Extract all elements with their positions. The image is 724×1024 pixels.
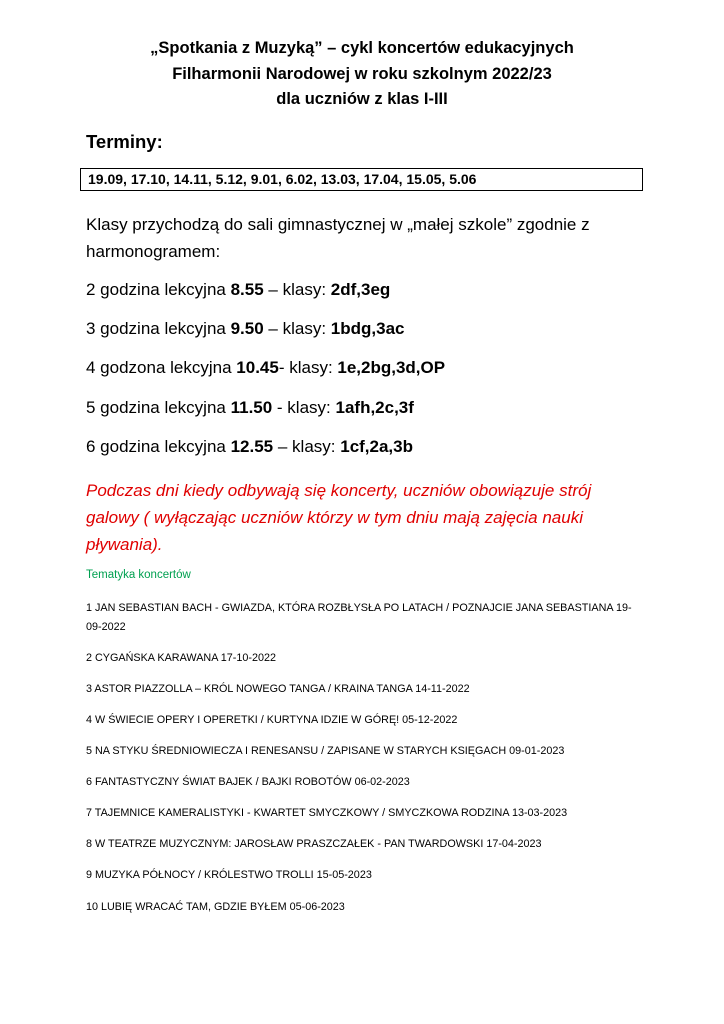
intro-paragraph: Klasy przychodzą do sali gimnastycznej w „małej szkole” zgodnie z harmonogramem:: [86, 215, 590, 261]
topic-item: 7 TAJEMNICE KAMERALISTYKI - KWARTET SMYCZKOWY / SMYCZKOWA RODZINA 13-03-2023: [86, 807, 568, 819]
schedule-time: 8.55: [230, 280, 264, 299]
schedule-row: [86, 398, 414, 418]
schedule-classes: 1bdg,3ac: [330, 319, 405, 338]
topic-item: 2 CYGAŃSKA KARAWANA 17-10-2022: [86, 652, 277, 664]
topic-item: 6 FANTASTYCZNY ŚWIAT BAJEK / BAJKI ROBOTÓW 06-02-2023: [86, 776, 410, 788]
schedule-row: [86, 358, 445, 378]
topic-item: 8 W TEATRZE MUZYCZNYM: JAROSŁAW PRASZCZAŁEK - PAN TWARDOWSKI 17-04-2023: [86, 838, 542, 850]
schedule-classes: 1e,2bg,3d,OP: [337, 358, 446, 377]
schedule-prefix: 5 godzina lekcyjna: [86, 398, 231, 417]
dates-box: [80, 168, 643, 191]
schedule-time: 10.45: [236, 358, 279, 377]
title-line-3: dla uczniów z klas I-III: [276, 90, 448, 108]
schedule-prefix: 4 godzona lekcyjna: [86, 358, 237, 377]
schedule-prefix: 3 godzina lekcyjna: [86, 319, 231, 338]
dates-heading: Terminy:: [86, 131, 163, 152]
topic-item: 5 NA STYKU ŚREDNIOWIECZA I RENESANSU / ZAPISANE W STARYCH KSIĘGACH 09-01-2023: [86, 745, 565, 757]
schedule-separator: – klasy:: [263, 280, 331, 299]
concert-dates: 19.09, 17.10, 14.11, 5.12, 9.01, 6.02, 13.03, 17.04, 15.05, 5.06: [88, 171, 477, 187]
schedule-separator: - klasy:: [272, 398, 336, 417]
schedule-classes: 1afh,2c,3f: [335, 398, 414, 417]
schedule-separator: - klasy:: [278, 358, 338, 377]
schedule-classes: 2df,3eg: [330, 280, 391, 299]
schedule-time: 9.50: [230, 319, 264, 338]
schedule-time: 11.50: [230, 398, 273, 417]
topic-item: 10 LUBIĘ WRACAĆ TAM, GDZIE BYŁEM 05-06-2023: [86, 901, 345, 913]
schedule-separator: – klasy:: [273, 437, 341, 456]
topic-item: 4 W ŚWIECIE OPERY I OPERETKI / KURTYNA IDZIE W GÓRĘ! 05-12-2022: [86, 714, 458, 726]
topic-item: 9 MUZYKA PÓŁNOCY / KRÓLESTWO TROLLI 15-05-2023: [86, 869, 372, 881]
topics-heading: Tematyka koncertów: [86, 569, 191, 581]
schedule-row: [86, 280, 390, 300]
schedule-row: [86, 437, 413, 457]
schedule-prefix: 2 godzina lekcyjna: [86, 280, 231, 299]
topic-item: 1 JAN SEBASTIAN BACH - GWIAZDA, KTÓRA ROZBŁYSŁA PO LATACH / POZNAJCIE JANA SEBASTIANA 19-09-2022: [86, 602, 632, 633]
schedule-classes: 1cf,2a,3b: [340, 437, 413, 456]
schedule-prefix: 6 godzina lekcyjna: [86, 437, 231, 456]
schedule-row: [86, 319, 404, 339]
schedule-time: 12.55: [230, 437, 274, 456]
schedule-separator: – klasy:: [263, 319, 331, 338]
title-line-2: Filharmonii Narodowej w roku szkolnym 2022/23: [172, 65, 552, 83]
topic-item: 3 ASTOR PIAZZOLLA – KRÓL NOWEGO TANGA / KRAINA TANGA 14-11-2022: [86, 683, 470, 695]
dress-code-notice: Podczas dni kiedy odbywają się koncerty, uczniów obowiązuje strój galowy ( wyłączając uczniów którzy w tym dniu mają zajęcia nauki pływania).: [86, 481, 592, 554]
title-line-1: „Spotkania z Muzyką” – cykl koncertów edukacyjnych: [150, 39, 574, 57]
